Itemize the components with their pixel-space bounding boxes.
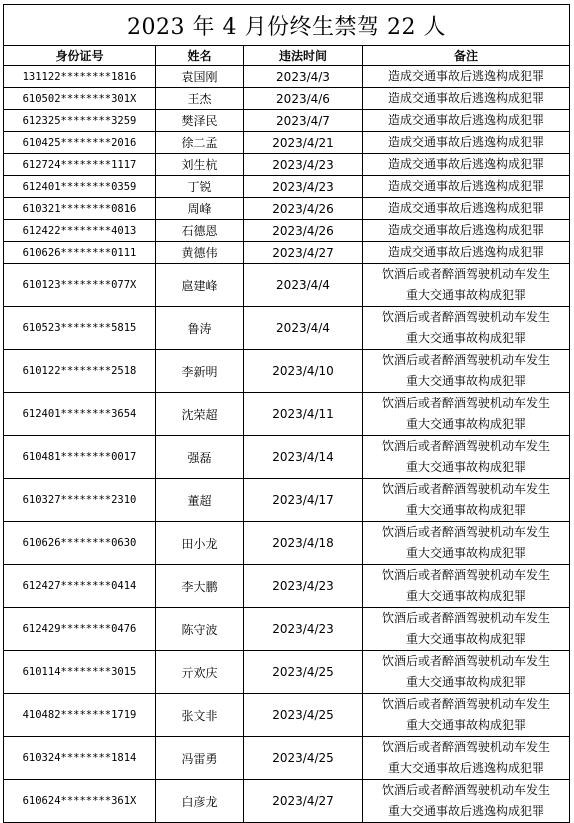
- remark-line: 重大交通事故后逃逸构成犯罪: [388, 761, 545, 775]
- remark-line: 饮酒后或者醉酒驾驶机动车发生: [382, 353, 551, 367]
- id-number-cell: 612724********1117: [4, 154, 156, 176]
- id-number-cell: 410482********1719: [4, 694, 156, 737]
- table-title: 2023 年 4 月份终生禁驾 22 人: [4, 5, 570, 46]
- name-cell: 陈守波: [156, 608, 244, 651]
- remark-cell: [363, 737, 570, 780]
- date-cell: 2023/4/25: [244, 651, 363, 694]
- remark-line: 饮酒后或者醉酒驾驶机动车发生: [382, 525, 551, 539]
- name-cell: 丁锐: [156, 176, 244, 198]
- remark-line: 饮酒后或者醉酒驾驶机动车发生: [382, 697, 551, 711]
- name-cell: 冯雷勇: [156, 737, 244, 780]
- remark-line: 重大交通事故后逃逸构成犯罪: [388, 804, 545, 818]
- table-row: [4, 651, 570, 694]
- date-cell: 2023/4/27: [244, 242, 363, 264]
- table-row: [4, 110, 570, 132]
- table-row: [4, 198, 570, 220]
- id-number-cell: 610425********2016: [4, 132, 156, 154]
- remark-line: 饮酒后或者醉酒驾驶机动车发生: [382, 439, 551, 453]
- date-cell: 2023/4/23: [244, 565, 363, 608]
- remark-cell: 造成交通事故后逃逸构成犯罪: [363, 220, 570, 242]
- name-cell: 王杰: [156, 88, 244, 110]
- date-cell: 2023/4/27: [244, 780, 363, 823]
- name-cell: 白彦龙: [156, 780, 244, 823]
- remark-cell: 造成交通事故后逃逸构成犯罪: [363, 242, 570, 264]
- table-row: [4, 242, 570, 264]
- column-header-remark: 备注: [363, 46, 570, 66]
- name-cell: 袁国刚: [156, 66, 244, 88]
- remark-cell: 造成交通事故后逃逸构成犯罪: [363, 154, 570, 176]
- name-cell: 扈建峰: [156, 264, 244, 307]
- date-cell: 2023/4/17: [244, 479, 363, 522]
- remark-cell: [363, 694, 570, 737]
- table-row: [4, 132, 570, 154]
- remark-line: 饮酒后或者醉酒驾驶机动车发生: [382, 783, 551, 797]
- remark-line: 饮酒后或者醉酒驾驶机动车发生: [382, 654, 551, 668]
- name-cell: 强磊: [156, 436, 244, 479]
- date-cell: 2023/4/26: [244, 220, 363, 242]
- date-cell: 2023/4/25: [244, 694, 363, 737]
- id-number-cell: 610523********5815: [4, 307, 156, 350]
- id-number-cell: 610626********0630: [4, 522, 156, 565]
- id-number-cell: 610626********0111: [4, 242, 156, 264]
- table-row: [4, 264, 570, 307]
- table-row: [4, 780, 570, 823]
- remark-cell: 造成交通事故后逃逸构成犯罪: [363, 198, 570, 220]
- name-cell: 沈荣超: [156, 393, 244, 436]
- remark-cell: 造成交通事故后逃逸构成犯罪: [363, 176, 570, 198]
- header-row: [4, 46, 570, 66]
- border-stub: [569, 806, 570, 810]
- date-cell: 2023/4/18: [244, 522, 363, 565]
- table-row: [4, 608, 570, 651]
- remark-cell: [363, 436, 570, 479]
- id-number-cell: 610624********361X: [4, 780, 156, 823]
- column-header-violation-date: 违法时间: [244, 46, 363, 66]
- remark-cell: [363, 307, 570, 350]
- table-row: [4, 66, 570, 88]
- id-number-cell: 610122********2518: [4, 350, 156, 393]
- table-row: [4, 350, 570, 393]
- name-cell: 樊泽民: [156, 110, 244, 132]
- remark-line: 饮酒后或者醉酒驾驶机动车发生: [382, 482, 551, 496]
- id-number-cell: 612401********0359: [4, 176, 156, 198]
- remark-cell: 造成交通事故后逃逸构成犯罪: [363, 132, 570, 154]
- name-cell: 石德恩: [156, 220, 244, 242]
- remark-line: 重大交通事故构成犯罪: [406, 546, 527, 560]
- table-row: [4, 694, 570, 737]
- disqualification-sheet: [3, 4, 569, 823]
- name-cell: 张文非: [156, 694, 244, 737]
- remark-line: 饮酒后或者醉酒驾驶机动车发生: [382, 740, 551, 754]
- date-cell: 2023/4/3: [244, 66, 363, 88]
- remark-line: 重大交通事故构成犯罪: [406, 589, 527, 603]
- column-header-id-number: 身份证号: [4, 46, 156, 66]
- table-row: [4, 737, 570, 780]
- date-cell: 2023/4/6: [244, 88, 363, 110]
- remark-line: 重大交通事故构成犯罪: [406, 503, 527, 517]
- remark-cell: [363, 651, 570, 694]
- id-number-cell: 612422********4013: [4, 220, 156, 242]
- disqualification-table: [3, 4, 570, 823]
- name-cell: 李大鹏: [156, 565, 244, 608]
- date-cell: 2023/4/21: [244, 132, 363, 154]
- table-row: [4, 436, 570, 479]
- remark-line: 饮酒后或者醉酒驾驶机动车发生: [382, 611, 551, 625]
- name-cell: 徐二孟: [156, 132, 244, 154]
- date-cell: 2023/4/7: [244, 110, 363, 132]
- border-stub: [3, 806, 4, 810]
- id-number-cell: 610324********1814: [4, 737, 156, 780]
- remark-cell: [363, 350, 570, 393]
- id-number-cell: 612429********0476: [4, 608, 156, 651]
- remark-line: 重大交通事故构成犯罪: [406, 460, 527, 474]
- remark-line: 重大交通事故构成犯罪: [406, 417, 527, 431]
- column-header-name: 姓名: [156, 46, 244, 66]
- name-cell: 黄德伟: [156, 242, 244, 264]
- name-cell: 田小龙: [156, 522, 244, 565]
- remark-cell: 造成交通事故后逃逸构成犯罪: [363, 88, 570, 110]
- id-number-cell: 610481********0017: [4, 436, 156, 479]
- table-row: [4, 393, 570, 436]
- id-number-cell: 612427********0414: [4, 565, 156, 608]
- date-cell: 2023/4/14: [244, 436, 363, 479]
- id-number-cell: 131122********1816: [4, 66, 156, 88]
- remark-cell: [363, 780, 570, 823]
- remark-cell: [363, 565, 570, 608]
- date-cell: 2023/4/23: [244, 176, 363, 198]
- remark-line: 饮酒后或者醉酒驾驶机动车发生: [382, 568, 551, 582]
- remark-line: 重大交通事故构成犯罪: [406, 675, 527, 689]
- remark-line: 饮酒后或者醉酒驾驶机动车发生: [382, 267, 551, 281]
- date-cell: 2023/4/25: [244, 737, 363, 780]
- name-cell: 董超: [156, 479, 244, 522]
- date-cell: 2023/4/4: [244, 307, 363, 350]
- table-row: [4, 220, 570, 242]
- id-number-cell: 612325********3259: [4, 110, 156, 132]
- name-cell: 周峰: [156, 198, 244, 220]
- table-row: [4, 88, 570, 110]
- remark-cell: 造成交通事故后逃逸构成犯罪: [363, 110, 570, 132]
- remark-line: 重大交通事故构成犯罪: [406, 718, 527, 732]
- table-row: [4, 522, 570, 565]
- date-cell: 2023/4/4: [244, 264, 363, 307]
- remark-line: 重大交通事故构成犯罪: [406, 374, 527, 388]
- date-cell: 2023/4/10: [244, 350, 363, 393]
- name-cell: 刘生杭: [156, 154, 244, 176]
- remark-cell: [363, 479, 570, 522]
- name-cell: 鲁涛: [156, 307, 244, 350]
- id-number-cell: 612401********3654: [4, 393, 156, 436]
- remark-line: 重大交通事故构成犯罪: [406, 288, 527, 302]
- remark-line: 饮酒后或者醉酒驾驶机动车发生: [382, 310, 551, 324]
- remark-line: 重大交通事故构成犯罪: [406, 331, 527, 345]
- id-number-cell: 610327********2310: [4, 479, 156, 522]
- date-cell: 2023/4/26: [244, 198, 363, 220]
- remark-line: 饮酒后或者醉酒驾驶机动车发生: [382, 396, 551, 410]
- id-number-cell: 610502********301X: [4, 88, 156, 110]
- id-number-cell: 610321********0816: [4, 198, 156, 220]
- table-row: [4, 307, 570, 350]
- name-cell: 亓欢庆: [156, 651, 244, 694]
- table-row: [4, 154, 570, 176]
- table-row: [4, 176, 570, 198]
- remark-cell: [363, 608, 570, 651]
- date-cell: 2023/4/11: [244, 393, 363, 436]
- id-number-cell: 610123********077X: [4, 264, 156, 307]
- remark-cell: [363, 393, 570, 436]
- name-cell: 李新明: [156, 350, 244, 393]
- id-number-cell: 610114********3015: [4, 651, 156, 694]
- date-cell: 2023/4/23: [244, 154, 363, 176]
- table-row: [4, 565, 570, 608]
- date-cell: 2023/4/23: [244, 608, 363, 651]
- remark-cell: [363, 264, 570, 307]
- remark-cell: 造成交通事故后逃逸构成犯罪: [363, 66, 570, 88]
- remark-line: 重大交通事故构成犯罪: [406, 632, 527, 646]
- table-row: [4, 479, 570, 522]
- remark-cell: [363, 522, 570, 565]
